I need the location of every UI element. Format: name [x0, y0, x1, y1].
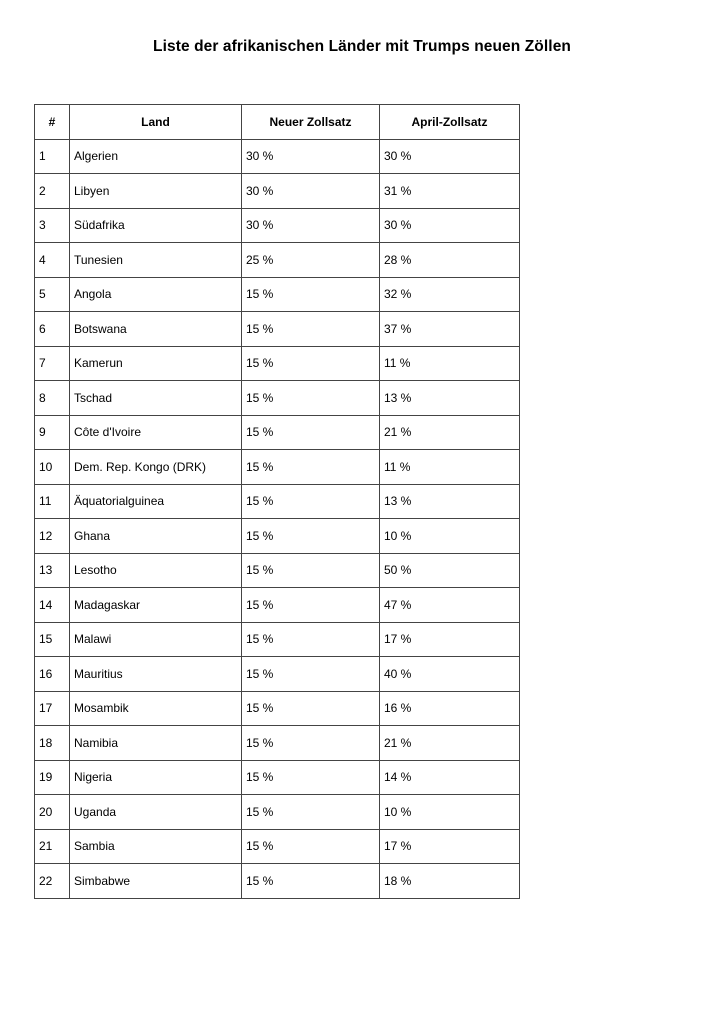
april-tariff-rate: 47 %: [380, 588, 520, 623]
table-row: [35, 622, 520, 657]
row-index: 10: [35, 450, 70, 485]
april-tariff-rate: 28 %: [380, 243, 520, 278]
page-title: Liste der afrikanischen Länder mit Trumps neuen Zöllen: [153, 38, 571, 55]
april-tariff-rate: 16 %: [380, 691, 520, 726]
table-row: [35, 691, 520, 726]
row-index: 21: [35, 829, 70, 864]
country-name: Algerien: [70, 139, 242, 174]
april-tariff-rate: 10 %: [380, 795, 520, 830]
new-tariff-rate: 30 %: [242, 139, 380, 174]
april-tariff-rate: 11 %: [380, 346, 520, 381]
row-index: 13: [35, 553, 70, 588]
new-tariff-rate: 15 %: [242, 312, 380, 347]
row-index: 6: [35, 312, 70, 347]
april-tariff-rate: 30 %: [380, 139, 520, 174]
table-row: [35, 760, 520, 795]
new-tariff-rate: 15 %: [242, 795, 380, 830]
april-tariff-rate: 40 %: [380, 657, 520, 692]
table-row: [35, 657, 520, 692]
april-tariff-rate: 31 %: [380, 174, 520, 209]
row-index: 12: [35, 519, 70, 554]
country-name: Äquatorialguinea: [70, 484, 242, 519]
country-name: Mosambik: [70, 691, 242, 726]
table-row: [35, 450, 520, 485]
row-index: 22: [35, 864, 70, 899]
table-row: [35, 829, 520, 864]
table-row: [35, 208, 520, 243]
country-name: Angola: [70, 277, 242, 312]
table-row: [35, 312, 520, 347]
new-tariff-rate: 15 %: [242, 864, 380, 899]
new-tariff-rate: 15 %: [242, 657, 380, 692]
row-index: 2: [35, 174, 70, 209]
table-row: [35, 553, 520, 588]
april-tariff-rate: 50 %: [380, 553, 520, 588]
new-tariff-rate: 30 %: [242, 208, 380, 243]
row-index: 20: [35, 795, 70, 830]
april-tariff-rate: 14 %: [380, 760, 520, 795]
country-name: Nigeria: [70, 760, 242, 795]
april-tariff-rate: 17 %: [380, 829, 520, 864]
table-row: [35, 415, 520, 450]
april-tariff-rate: 32 %: [380, 277, 520, 312]
country-name: Tunesien: [70, 243, 242, 278]
country-name: Mauritius: [70, 657, 242, 692]
row-index: 18: [35, 726, 70, 761]
new-tariff-rate: 15 %: [242, 277, 380, 312]
table-row: [35, 519, 520, 554]
table-row: [35, 381, 520, 416]
table-row: [35, 795, 520, 830]
new-tariff-rate: 30 %: [242, 174, 380, 209]
new-tariff-rate: 15 %: [242, 519, 380, 554]
column-header-april-rate: April-Zollsatz: [380, 105, 520, 140]
row-index: 1: [35, 139, 70, 174]
new-tariff-rate: 25 %: [242, 243, 380, 278]
row-index: 8: [35, 381, 70, 416]
country-name: Ghana: [70, 519, 242, 554]
table-row: [35, 174, 520, 209]
april-tariff-rate: 10 %: [380, 519, 520, 554]
row-index: 5: [35, 277, 70, 312]
country-name: Namibia: [70, 726, 242, 761]
row-index: 14: [35, 588, 70, 623]
new-tariff-rate: 15 %: [242, 588, 380, 623]
row-index: 17: [35, 691, 70, 726]
april-tariff-rate: 21 %: [380, 415, 520, 450]
table-row: [35, 484, 520, 519]
new-tariff-rate: 15 %: [242, 450, 380, 485]
country-name: Südafrika: [70, 208, 242, 243]
new-tariff-rate: 15 %: [242, 415, 380, 450]
country-name: Libyen: [70, 174, 242, 209]
table-row: [35, 277, 520, 312]
row-index: 19: [35, 760, 70, 795]
row-index: 16: [35, 657, 70, 692]
table-row: [35, 243, 520, 278]
table-body: [35, 139, 520, 898]
row-index: 7: [35, 346, 70, 381]
country-name: Madagaskar: [70, 588, 242, 623]
april-tariff-rate: 21 %: [380, 726, 520, 761]
row-index: 4: [35, 243, 70, 278]
new-tariff-rate: 15 %: [242, 346, 380, 381]
april-tariff-rate: 13 %: [380, 381, 520, 416]
column-header-country: Land: [70, 105, 242, 140]
country-name: Botswana: [70, 312, 242, 347]
row-index: 3: [35, 208, 70, 243]
new-tariff-rate: 15 %: [242, 484, 380, 519]
row-index: 15: [35, 622, 70, 657]
new-tariff-rate: 15 %: [242, 726, 380, 761]
country-name: Tschad: [70, 381, 242, 416]
country-name: Lesotho: [70, 553, 242, 588]
new-tariff-rate: 15 %: [242, 760, 380, 795]
april-tariff-rate: 18 %: [380, 864, 520, 899]
table-row: [35, 588, 520, 623]
column-header-index: #: [35, 105, 70, 140]
country-name: Uganda: [70, 795, 242, 830]
new-tariff-rate: 15 %: [242, 381, 380, 416]
tariff-table: [34, 104, 520, 899]
column-header-new-rate: Neuer Zollsatz: [242, 105, 380, 140]
row-index: 9: [35, 415, 70, 450]
april-tariff-rate: 11 %: [380, 450, 520, 485]
april-tariff-rate: 30 %: [380, 208, 520, 243]
new-tariff-rate: 15 %: [242, 553, 380, 588]
april-tariff-rate: 17 %: [380, 622, 520, 657]
country-name: Dem. Rep. Kongo (DRK): [70, 450, 242, 485]
row-index: 11: [35, 484, 70, 519]
table-row: [35, 864, 520, 899]
country-name: Malawi: [70, 622, 242, 657]
april-tariff-rate: 13 %: [380, 484, 520, 519]
country-name: Côte d'Ivoire: [70, 415, 242, 450]
table-row: [35, 346, 520, 381]
april-tariff-rate: 37 %: [380, 312, 520, 347]
table-row: [35, 139, 520, 174]
country-name: Sambia: [70, 829, 242, 864]
country-name: Kamerun: [70, 346, 242, 381]
new-tariff-rate: 15 %: [242, 829, 380, 864]
table-row: [35, 726, 520, 761]
new-tariff-rate: 15 %: [242, 691, 380, 726]
country-name: Simbabwe: [70, 864, 242, 899]
table-header-row: [35, 105, 520, 140]
new-tariff-rate: 15 %: [242, 622, 380, 657]
